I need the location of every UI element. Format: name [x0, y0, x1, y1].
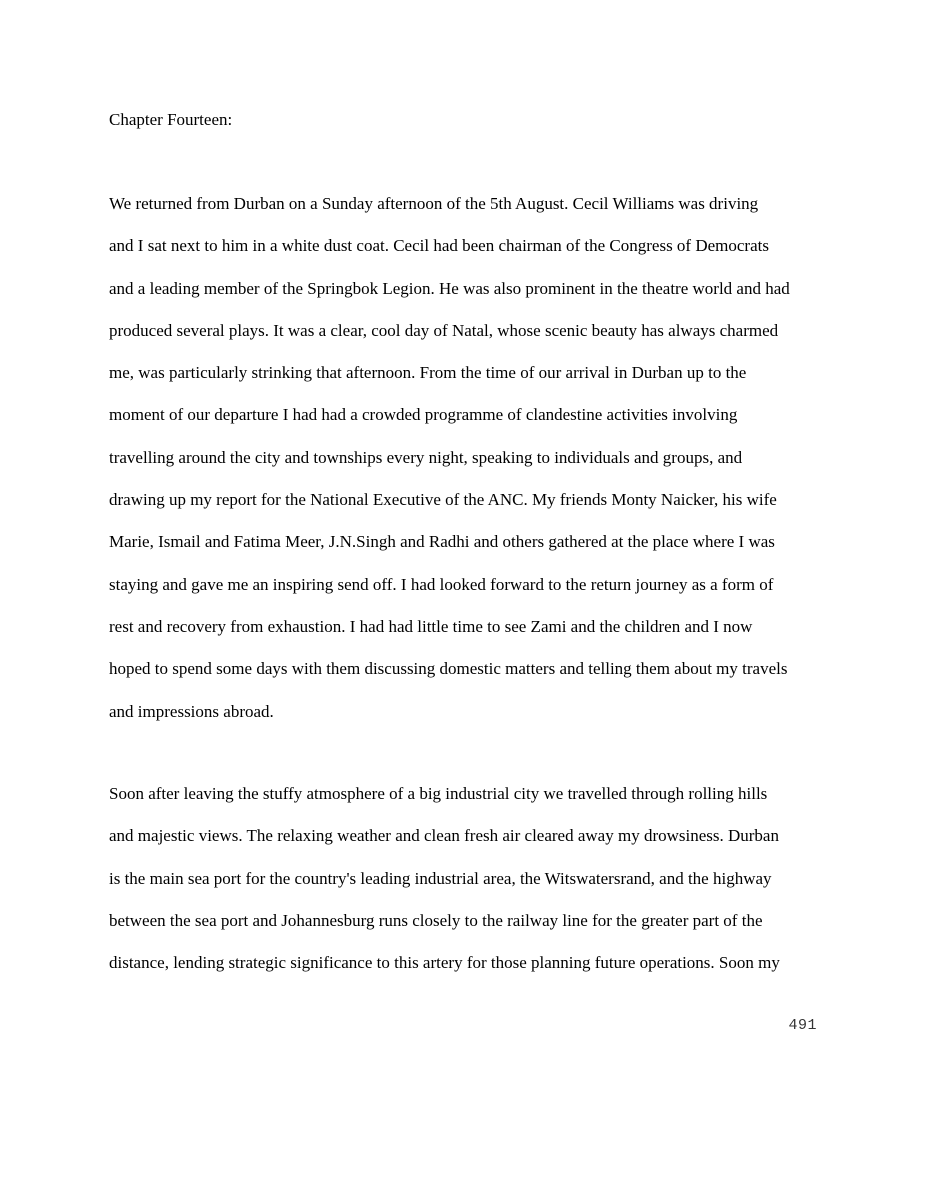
text-line: travelling around the city and townships every night, speaking to individuals and groups, and	[109, 447, 743, 467]
text-line: and I sat next to him in a white dust coat. Cecil had been chairman of the Congress of Democrats	[109, 236, 769, 256]
text-line: distance, lending strategic significance to this artery for those planning future operations. Soon my	[109, 953, 780, 973]
text-line: between the sea port and Johannesburg runs closely to the railway line for the greater part of the	[109, 910, 763, 930]
text-line: rest and recovery from exhaustion. I had had little time to see Zami and the children and I now	[109, 616, 753, 636]
paragraph-1	[109, 192, 829, 742]
paragraph-2	[109, 782, 829, 993]
text-line: me, was particularly strinking that afternoon. From the time of our arrival in Durban up to the	[109, 363, 747, 383]
text-line: hoped to spend some days with them discussing domestic matters and telling them about my travels	[109, 659, 788, 679]
text-line: staying and gave me an inspiring send off. I had looked forward to the return journey as a form of	[109, 574, 774, 594]
text-line: is the main sea port for the country's leading industrial area, the Witswatersrand, and the highway	[109, 868, 772, 888]
text-line: We returned from Durban on a Sunday afternoon of the 5th August. Cecil Williams was driving	[109, 194, 759, 213]
chapter-heading: Chapter Fourteen:	[109, 110, 233, 129]
text-line: drawing up my report for the National Executive of the ANC. My friends Monty Naicker, his wife	[109, 490, 777, 510]
text-line: and majestic views. The relaxing weather and clean fresh air cleared away my drowsiness. Durban	[109, 826, 779, 846]
page-number: 491	[788, 1017, 817, 1034]
text-line: produced several plays. It was a clear, cool day of Natal, whose scenic beauty has always charmed	[109, 320, 779, 340]
text-line: and impressions abroad.	[109, 701, 274, 721]
text-line: Marie, Ismail and Fatima Meer, J.N.Singh and Radhi and others gathered at the place where I was	[109, 532, 775, 552]
text-line: Soon after leaving the stuffy atmosphere of a big industrial city we travelled through rolling hills	[109, 784, 768, 803]
text-line: moment of our departure I had had a crowded programme of clandestine activities involving	[109, 405, 738, 425]
text-line: and a leading member of the Springbok Legion. He was also prominent in the theatre world and had	[109, 278, 790, 298]
